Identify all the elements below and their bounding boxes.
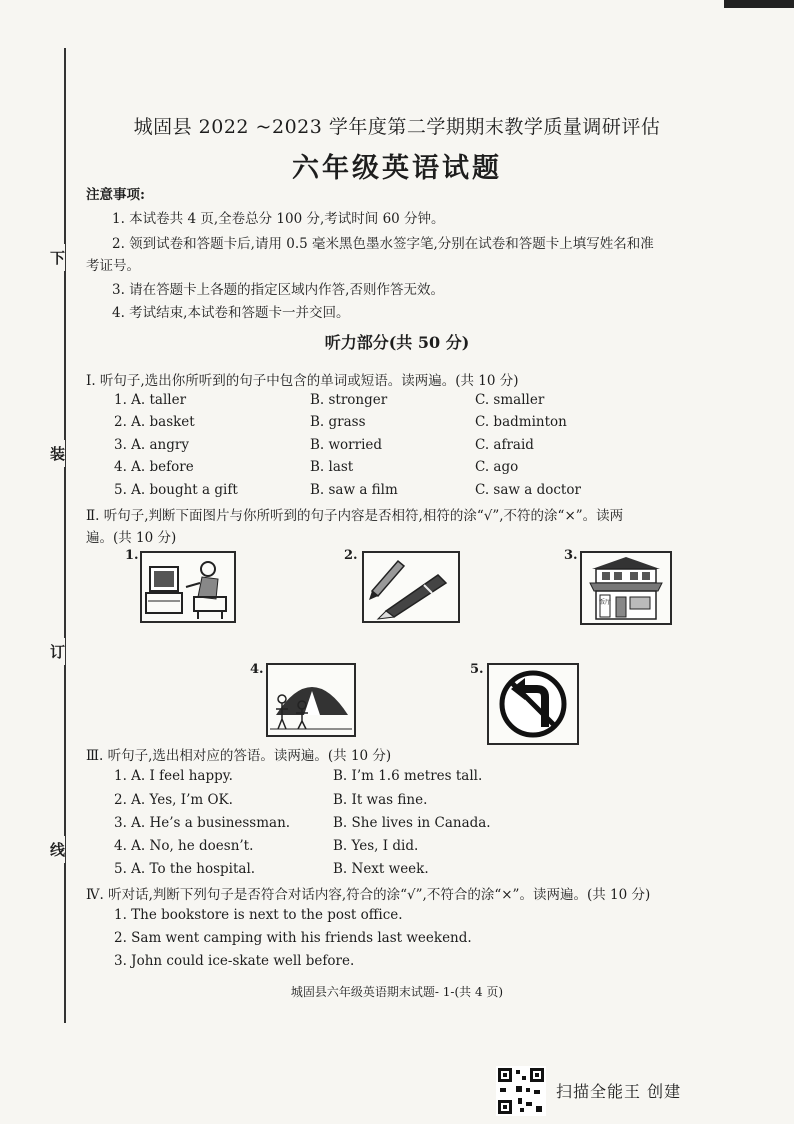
picture-number: 2. (344, 548, 358, 563)
part3-instruction: Ⅲ. 听句子,选出相对应的答语。读两遍。(共 10 分) (86, 748, 392, 764)
picture-number: 5. (470, 662, 484, 677)
no-left-turn-sign-icon (487, 663, 579, 745)
note-item: 1. 本试卷共 4 页,全卷总分 100 分,考试时间 60 分钟。 (112, 211, 445, 227)
note-item: 考证号。 (86, 258, 140, 274)
part3-option: 3. A. He’s a businessman. (114, 815, 291, 831)
part2-instruction-cont: 遍。(共 10 分) (86, 530, 177, 546)
margin-label-zhuang: 装 (50, 440, 65, 467)
qr-code-icon (496, 1066, 546, 1116)
part4-statement: 1. The bookstore is next to the post office. (114, 907, 403, 923)
scan-edge-mark (724, 0, 794, 8)
part1-option: C. ago (475, 459, 519, 475)
part1-option: B. worried (310, 437, 383, 453)
picture-number: 3. (564, 548, 578, 563)
binding-line (64, 48, 66, 1023)
restaurant-building-icon (580, 551, 672, 625)
part1-option: C. afraid (475, 437, 534, 453)
part3-option: 2. A. Yes, I’m OK. (114, 792, 233, 808)
picture-number: 4. (250, 662, 264, 677)
listening-section-title: 听力部分(共 50 分) (324, 333, 470, 352)
note-item: 4. 考试结束,本试卷和答题卡一并交回。 (112, 305, 350, 321)
part1-option: C. badminton (475, 414, 567, 430)
part1-option: B. saw a film (310, 482, 398, 498)
part1-option: B. last (310, 459, 354, 475)
part2-instruction: Ⅱ. 听句子,判断下面图片与你所听到的句子内容是否相符,相符的涂“√”,不符的涂“×”。读两 (86, 508, 624, 524)
restaurant-sign: 饭厅 (598, 599, 612, 606)
margin-label-xian: 线 (50, 836, 65, 863)
part1-option: 1. A. taller (114, 392, 187, 408)
part1-option: B. grass (310, 414, 366, 430)
part1-option: 5. A. bought a gift (114, 482, 238, 498)
note-item: 3. 请在答题卡上各题的指定区域内作答,否则作答无效。 (112, 282, 444, 298)
part3-option: B. Next week. (333, 861, 429, 877)
person-at-computer-icon (140, 551, 236, 623)
part3-option: B. She lives in Canada. (333, 815, 491, 831)
part1-option: C. smaller (475, 392, 545, 408)
part3-option: 5. A. To the hospital. (114, 861, 256, 877)
scanner-watermark: 扫描全能王 创建 (556, 1082, 682, 1101)
part1-option: 2. A. basket (114, 414, 195, 430)
part1-option: 3. A. angry (114, 437, 189, 453)
part1-instruction: Ⅰ. 听句子,选出你所听到的句子中包含的单词或短语。读两遍。(共 10 分) (86, 373, 519, 389)
page-footer: 城固县六年级英语期末试题- 1-(共 4 页) (290, 985, 504, 999)
part1-option: C. saw a doctor (475, 482, 581, 498)
part4-instruction: Ⅳ. 听对话,判断下列句子是否符合对话内容,符合的涂“√”,不符合的涂“×”。读两遍。(共 10 分) (86, 887, 651, 903)
margin-label-xia: 下 (50, 244, 65, 271)
margin-label-ding: 订 (50, 638, 65, 665)
part4-statement: 2. Sam went camping with his friends last weekend. (114, 930, 472, 946)
part3-option: B. Yes, I did. (333, 838, 419, 854)
part3-option: 1. A. I feel happy. (114, 768, 233, 784)
notes-heading: 注意事项: (86, 187, 145, 203)
pencil-and-pen-icon (362, 551, 460, 623)
part3-option: B. I’m 1.6 metres tall. (333, 768, 483, 784)
note-item: 2. 领到试卷和答题卡后,请用 0.5 毫米黑色墨水签字笔,分别在试卷和答题卡上填写姓名和准 (112, 236, 654, 252)
part4-statement: 3. John could ice-skate well before. (114, 953, 355, 969)
part1-option: B. stronger (310, 392, 388, 408)
picture-number: 1. (125, 548, 139, 563)
exam-subtitle: 六年级英语试题 (292, 153, 502, 184)
exam-title: 城固县 2022 ~2023 学年度第二学期期末教学质量调研评估 (133, 116, 661, 138)
part3-option: 4. A. No, he doesn’t. (114, 838, 254, 854)
tent-camping-icon (266, 663, 356, 737)
part3-option: B. It was fine. (333, 792, 428, 808)
part1-option: 4. A. before (114, 459, 194, 475)
